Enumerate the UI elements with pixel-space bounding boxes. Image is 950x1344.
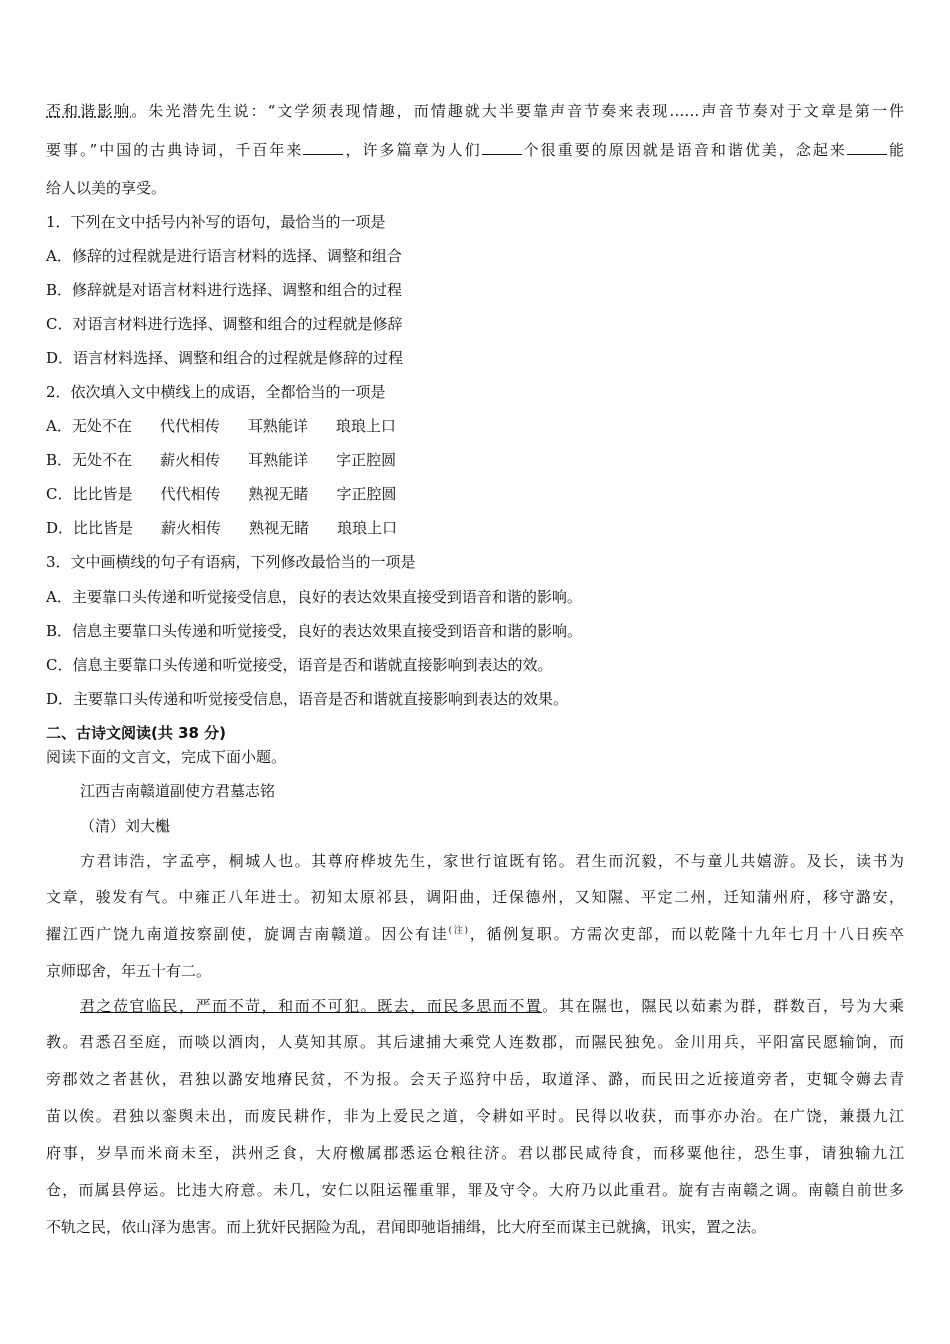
blank-2 bbox=[482, 142, 522, 155]
blank-1 bbox=[303, 142, 343, 155]
q3-option-a: A．主要靠口头传递和听觉接受信息，良好的表达效果直接受到语音和谐的影响。 bbox=[46, 588, 582, 606]
q3-option-b: B．信息主要靠口头传递和听觉接受，良好的表达效果直接受到语音和谐的影响。 bbox=[46, 622, 583, 640]
p1-line-3: 擢江西广饶九南道按察副使，旋调吉南赣道。因公有诖$^{(注)}$，循例复职。方需次吏部，而以乾隆十九年七月十八日疾卒 bbox=[46, 925, 904, 943]
p1-line-4: 京师邸舍，年五十有二。 bbox=[46, 962, 212, 980]
p2-line-5: 府事，岁旱而米商未至，洪州乏食，大府檄属郡悉运仓粮往济。君以郡民咸待食，而移粟他往，恐生事，请独输九江 bbox=[46, 1144, 904, 1162]
p2-line-4: 苗以俟。君独以銮舆未出，而废民耕作，非为上爱民之道，令耕如平时。民得以收获，而事亦办治。在广饶，兼摄九江 bbox=[46, 1107, 904, 1125]
q3-stem: 3．文中画横线的句子有语病，下列修改最恰当的一项是 bbox=[46, 553, 416, 571]
q2-option-d: D．比比皆是 薪火相传 熟视无睹 琅琅上口 bbox=[46, 519, 398, 537]
q3-option-c: C．信息主要靠口头传递和听觉接受，语音是否和谐就直接影响到表达的效。 bbox=[46, 656, 553, 674]
q1-stem: 1．下列在文中括号内补写的语句，最恰当的一项是 bbox=[46, 213, 386, 231]
p2-line-1: 君之莅官临民，严而不苛，和而不可犯。既去，而民多思而不置。其在隰也，隰民以茹素为群，群数百，号为大乘 bbox=[80, 997, 904, 1015]
q1-option-d: D．语言材料选择、调整和组合的过程就是修辞的过程 bbox=[46, 349, 404, 367]
q2-stem: 2．依次填入文中横线上的成语，全都恰当的一项是 bbox=[46, 383, 386, 401]
text-title: 江西吉南赣道副使方君墓志铭 bbox=[80, 782, 276, 800]
p2-line-7: 不轨之民，依山泽为患害。而上犹奸民据险为乱，君闻即驰诣捕缉，比大府至而谋主已就擒，讯实，置之法。 bbox=[46, 1218, 767, 1236]
q2-option-a: A．无处不在 代代相传 耳熟能详 琅琅上口 bbox=[46, 417, 396, 435]
q1-option-b: B．修辞就是对语言材料进行选择、调整和组合的过程 bbox=[46, 281, 403, 299]
p2-line-3: 旁郡效之者甚伙，君独以潞安地瘠民贫，不为报。会天子巡狩中岳，取道泽、潞，而民田之近接道旁者，吏辄令薅去青 bbox=[46, 1070, 904, 1088]
q2-option-c: C．比比皆是 代代相传 熟视无睹 字正腔圆 bbox=[46, 485, 397, 503]
text-author: （清）刘大櫆 bbox=[80, 817, 171, 835]
p1-line-1: 方君讳浩，字孟亭，桐城人也。其尊府桦坡先生，家世行谊既有铭。君生而沉毅，不与童儿共嬉游。及长，读书为 bbox=[80, 852, 904, 870]
passage-line-1: 否和谐影响。朱光潜先生说：“文学须表现情趣，而情趣就大半要靠声音节奏来表现……声音节奏对于文章是第一件 bbox=[46, 102, 904, 120]
passage-line-2: 要事。”中国的古典诗词，千百年来 ，许多篇章为人们 个很重要的原因就是语音和谐优美，念起来 能 bbox=[46, 141, 904, 159]
dotted-underlined-phrase: 否和谐影响 bbox=[46, 102, 132, 120]
footnote-marker: (注) bbox=[448, 926, 468, 936]
section-instruction: 阅读下面的文言文，完成下面小题。 bbox=[46, 748, 287, 766]
blank-3 bbox=[847, 142, 887, 155]
q1-option-a: A．修辞的过程就是进行语言材料的选择、调整和组合 bbox=[46, 247, 402, 265]
section-heading: 二、古诗文阅读(共 38 分) bbox=[46, 724, 227, 742]
p1-line-2: 文章，骏发有气。中雍正八年进士。初知太原祁县，调阳曲，迁保德州，又知隰、平定二州，迁知蒲州府，移守潞安， bbox=[46, 888, 904, 906]
q1-option-c: C．对语言材料进行选择、调整和组合的过程就是修辞 bbox=[46, 315, 403, 333]
p2-line-2: 教。君悉召至庭，而啖以酒肉，人莫知其原。其后逮捕大乘党人连数郡，而隰民独免。金川用兵，平阳富民愿输饷，而 bbox=[46, 1033, 904, 1051]
p2-line-6: 仓，而属县停运。比违大府意。未几，安仁以阻运罹重罪，罪及守令。大府乃以此重君。旋有吉南赣之调。南赣自前世多 bbox=[46, 1181, 904, 1199]
q2-option-b: B．无处不在 薪火相传 耳熟能详 字正腔圆 bbox=[46, 451, 397, 469]
q3-option-d: D．主要靠口头传递和听觉接受信息，语音是否和谐就直接影响到表达的效果。 bbox=[46, 690, 569, 708]
underlined-sentence: 君之莅官临民，严而不苛，和而不可犯。既去，而民多思而不置 bbox=[80, 997, 543, 1015]
passage-line-3: 给人以美的享受。 bbox=[46, 179, 167, 197]
